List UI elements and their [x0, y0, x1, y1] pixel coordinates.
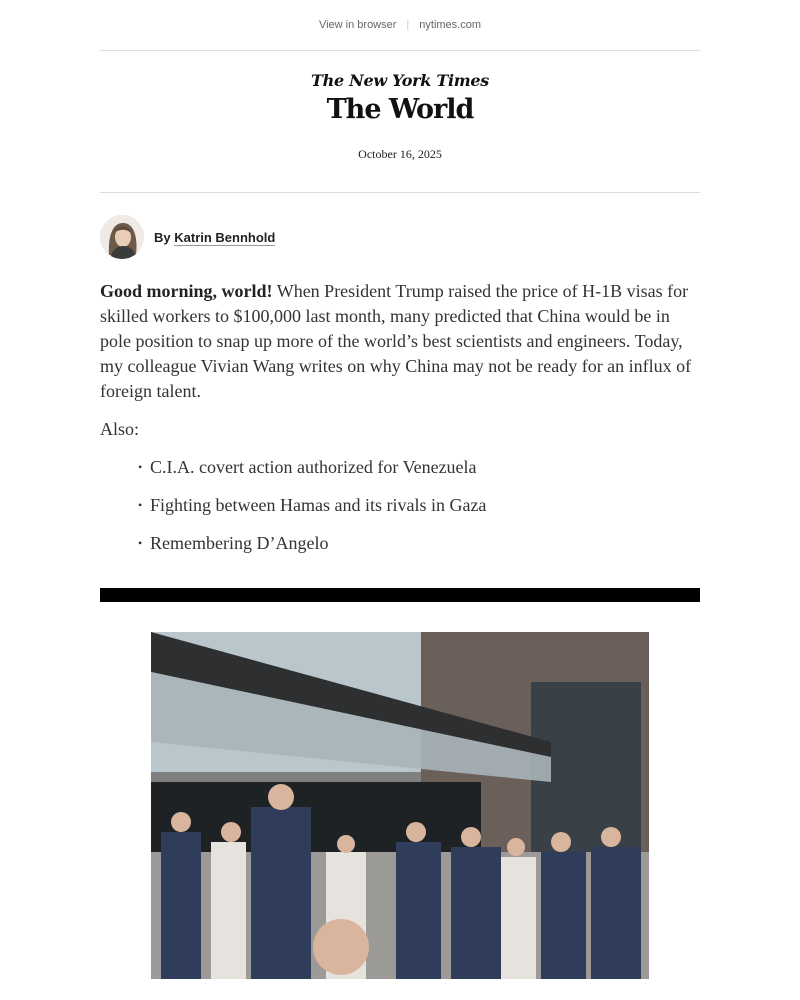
intro-body: When President Trump raised the price of H-1B visas for skilled workers to $100,000 last month, many predicted that China would be in pole position to snap up more of the world’s best scientists and engineers. Today, my colleague Vivian Wang writes on why China may not be ready for an influx of foreign talent.: [100, 281, 692, 401]
masthead: [100, 51, 700, 192]
list-item: • C.I.A. covert action authorized for Venezuela: [138, 456, 700, 478]
section-divider-bar: [100, 588, 700, 602]
nyt-logo[interactable]: The New York Times: [311, 71, 489, 90]
author-link[interactable]: Katrin Bennhold: [174, 229, 276, 245]
also-label: Also:: [100, 419, 140, 439]
issue-date: October 16, 2025: [358, 147, 442, 161]
intro-paragraph: [100, 279, 700, 404]
nytimes-link[interactable]: nytimes.com: [419, 19, 482, 31]
lead-photo[interactable]: [151, 632, 649, 979]
list-item: • Remembering D’Angelo: [138, 532, 700, 554]
byline: [100, 193, 700, 259]
author-avatar: [100, 215, 144, 259]
greeting: Good morning, world!: [100, 281, 273, 301]
link-divider: |: [406, 19, 410, 31]
byline-prefix: By: [154, 229, 171, 245]
newsletter-title: The World: [326, 94, 474, 125]
list-item: • Fighting between Hamas and its rivals in Gaza: [138, 494, 700, 516]
top-links: [0, 0, 800, 50]
byline-text: [154, 230, 275, 245]
view-in-browser-link[interactable]: View in browser: [318, 19, 397, 31]
also-list: [100, 456, 700, 554]
